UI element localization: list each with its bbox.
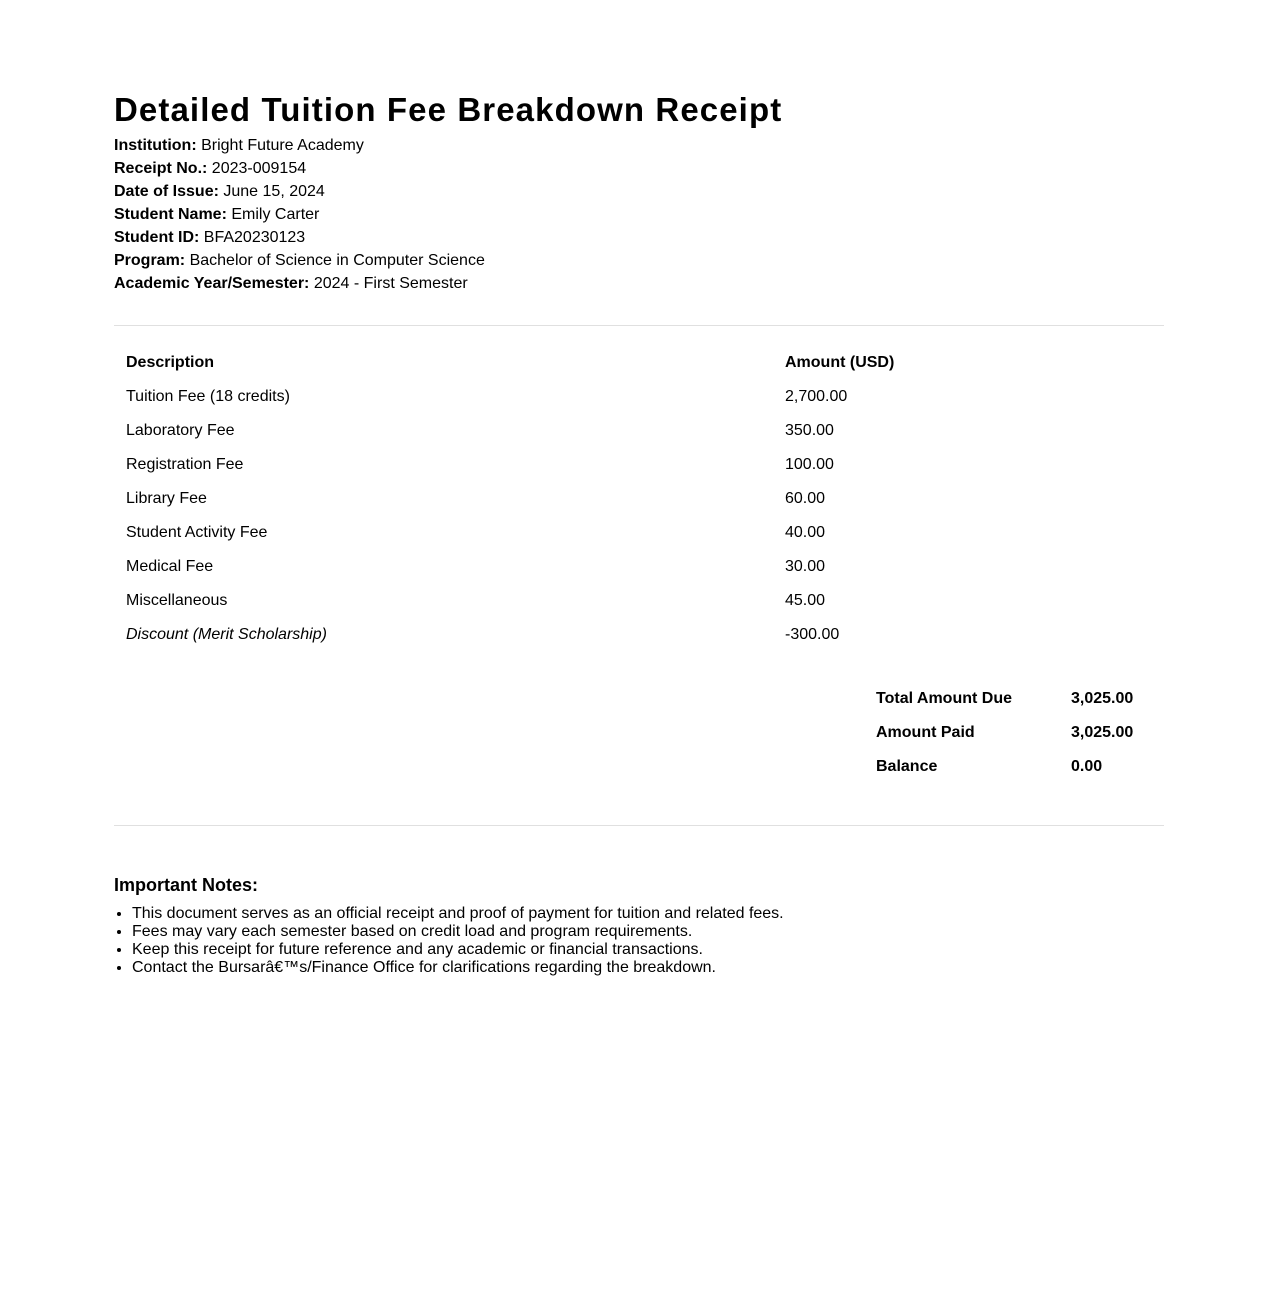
summary-value: 0.00 bbox=[1071, 758, 1103, 775]
table-row bbox=[114, 482, 1164, 516]
info-value: 2024 - First Semester bbox=[313, 275, 468, 292]
fee-table bbox=[114, 346, 1164, 652]
notes-list bbox=[114, 905, 784, 977]
info-label: Program: bbox=[114, 252, 186, 269]
table-row bbox=[114, 550, 1164, 584]
summary-label: Amount Paid bbox=[876, 724, 975, 741]
info-value: BFA20230123 bbox=[203, 229, 306, 246]
fee-amount: 40.00 bbox=[785, 524, 826, 541]
info-label: Receipt No.: bbox=[114, 160, 208, 177]
divider bbox=[114, 325, 1164, 326]
info-label: Student ID: bbox=[114, 229, 200, 246]
list-item: • Keep this receipt for future reference and any academic or financial transactions. bbox=[132, 941, 784, 959]
fee-amount: -300.00 bbox=[785, 626, 840, 643]
table-row bbox=[114, 516, 1164, 550]
info-label: Academic Year/Semester: bbox=[114, 275, 310, 292]
info-value: Emily Carter bbox=[231, 206, 320, 223]
fee-amount: 100.00 bbox=[785, 456, 834, 473]
fee-description: Student Activity Fee bbox=[126, 524, 268, 541]
summary-label: Total Amount Due bbox=[876, 690, 1012, 707]
info-label: Institution: bbox=[114, 137, 197, 154]
info-academic-year bbox=[114, 272, 485, 295]
info-value: June 15, 2024 bbox=[223, 183, 325, 200]
summary-value: 3,025.00 bbox=[1071, 724, 1134, 741]
table-row bbox=[114, 448, 1164, 482]
fee-amount: 2,700.00 bbox=[785, 388, 848, 405]
page-title: Detailed Tuition Fee Breakdown Receipt bbox=[114, 91, 783, 128]
fee-description: Registration Fee bbox=[126, 456, 244, 473]
table-row bbox=[114, 584, 1164, 618]
table-row bbox=[114, 414, 1164, 448]
summary-total-due bbox=[864, 682, 1145, 716]
fee-description: Medical Fee bbox=[126, 558, 214, 575]
table-row bbox=[114, 380, 1164, 414]
summary-balance bbox=[864, 750, 1145, 784]
notes-heading: Important Notes: bbox=[114, 875, 258, 895]
discount-row bbox=[114, 618, 1164, 652]
fee-amount: 350.00 bbox=[785, 422, 834, 439]
info-student-name bbox=[114, 203, 485, 226]
summary-value: 3,025.00 bbox=[1071, 690, 1134, 707]
receipt-info bbox=[114, 134, 485, 295]
list-item: • Contact the Bursarâ€™s/Finance Office for clarifications regarding the breakdown. bbox=[132, 959, 784, 977]
description-header: Description bbox=[126, 354, 215, 371]
fee-amount: 30.00 bbox=[785, 558, 826, 575]
list-item: • Fees may vary each semester based on credit load and program requirements. bbox=[132, 923, 784, 941]
amount-header: Amount (USD) bbox=[785, 354, 895, 371]
fee-table-header bbox=[114, 346, 1164, 380]
fee-description: Library Fee bbox=[126, 490, 207, 507]
divider bbox=[114, 825, 1164, 826]
info-institution bbox=[114, 134, 485, 157]
fee-amount: 60.00 bbox=[785, 490, 826, 507]
fee-description: Discount (Merit Scholarship) bbox=[126, 626, 327, 643]
summary-table bbox=[864, 682, 1145, 784]
info-value: Bright Future Academy bbox=[201, 137, 364, 154]
summary-label: Balance bbox=[876, 758, 938, 775]
info-student-id bbox=[114, 226, 485, 249]
info-label: Date of Issue: bbox=[114, 183, 219, 200]
summary-amount-paid bbox=[864, 716, 1145, 750]
info-receipt-no bbox=[114, 157, 485, 180]
info-value: 2023-009154 bbox=[211, 160, 307, 177]
info-value: Bachelor of Science in Computer Science bbox=[189, 252, 485, 269]
list-item: • This document serves as an official receipt and proof of payment for tuition and related fees. bbox=[132, 905, 784, 923]
fee-description: Miscellaneous bbox=[126, 592, 228, 609]
info-program bbox=[114, 249, 485, 272]
fee-amount: 45.00 bbox=[785, 592, 826, 609]
info-label: Student Name: bbox=[114, 206, 227, 223]
info-date-of-issue bbox=[114, 180, 485, 203]
fee-description: Tuition Fee (18 credits) bbox=[126, 388, 290, 405]
fee-description: Laboratory Fee bbox=[126, 422, 235, 439]
